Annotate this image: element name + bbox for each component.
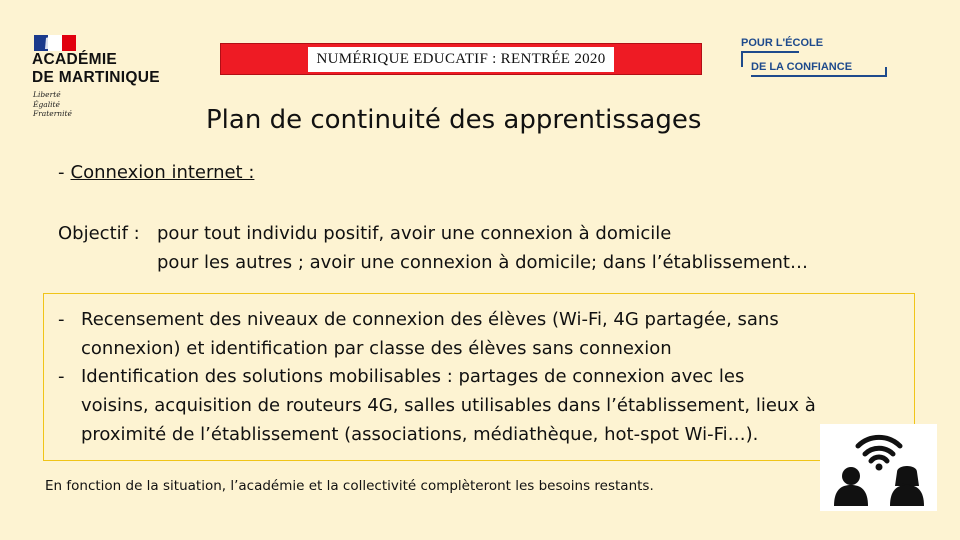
objectif-block — [58, 219, 808, 277]
header-banner — [220, 43, 702, 75]
devise — [33, 90, 72, 119]
wifi-people-illustration — [820, 424, 937, 511]
marianne-flag-icon — [34, 35, 76, 51]
bullet-dash: - — [58, 309, 65, 330]
martinique-text: DE MARTINIQUE — [32, 69, 160, 86]
wifi-people-icon — [820, 424, 937, 511]
bullet-line: Identification des solutions mobilisables : partages de connexion avec les — [81, 366, 745, 387]
connexion-heading — [58, 162, 254, 183]
devise-egalite: Égalité — [33, 99, 60, 109]
ecole-confiance-line2: DE LA CONFIANCE — [751, 61, 853, 73]
footer-note: En fonction de la situation, l’académie et la collectivité complèteront les besoins restants. — [45, 478, 654, 494]
connexion-label: Connexion internet : — [70, 162, 255, 183]
academie-text: ACADÉMIE — [32, 51, 118, 68]
ecole-confiance-line1: POUR L'ÉCOLE — [741, 37, 824, 49]
bullet-line: voisins, acquisition de routeurs 4G, salles utilisables dans l’établissement, lieux à — [81, 395, 816, 416]
academie-martinique-logo — [32, 33, 182, 123]
objectif-line1: pour tout individu positif, avoir une connexion à domicile — [157, 223, 672, 244]
bullet-line: Recensement des niveaux de connexion des élèves (Wi-Fi, 4G partagée, sans — [81, 309, 779, 330]
objectif-label: Objectif : — [58, 223, 140, 244]
bullet-line: connexion) et identification par classe des élèves sans connexion — [81, 338, 672, 359]
bullet-line: proximité de l’établissement (associations, médiathèque, hot-spot Wi-Fi…). — [81, 424, 759, 445]
connexion-dash: - — [58, 162, 65, 183]
ecole-confiance-logo — [741, 37, 891, 87]
devise-liberte: Liberté — [33, 90, 61, 99]
bullet-identification — [58, 362, 816, 449]
objectif-line2: pour les autres ; avoir une connexion à domicile; dans l’établissement… — [157, 252, 808, 273]
banner-text: NUMÉRIQUE EDUCATIF : RENTRÉE 2020 — [308, 47, 613, 72]
bullet-recensement — [58, 305, 779, 363]
devise-fraternite: Fraternité — [33, 109, 72, 118]
bullet-dash: - — [58, 366, 65, 387]
slide-title: Plan de continuité des apprentissages — [206, 105, 702, 135]
